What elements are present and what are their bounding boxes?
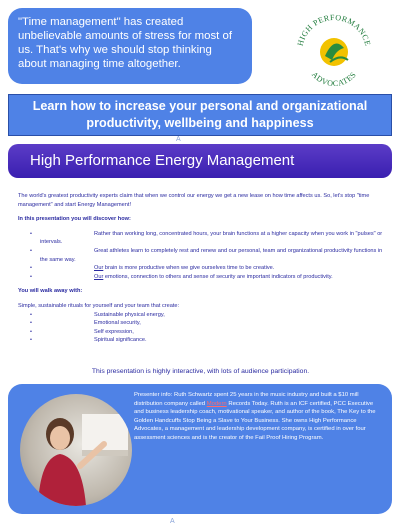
list-item: • Spiritual significance. [30,337,147,344]
svg-text:ADVOCATES: ADVOCATES [309,70,359,89]
interactive-note: This presentation is highly interactive, with lots of audience participation. [91,368,310,375]
headline-banner: Learn how to increase your personal and organizational productivity, wellbeing and happiness [8,94,392,136]
list-item: • Sustainable physical energy, [30,311,165,318]
presenter-info-box [8,384,392,514]
svg-text:HIGH PERFORMANCE: HIGH PERFORMANCE [295,12,373,47]
list-item: • Emotional security, [30,320,141,327]
presenter-photo [20,394,132,506]
fragment-letter: A [170,518,175,525]
high-performance-advocates-logo [292,6,376,94]
presenter-bio: Presenter info: Ruth Schwartz spent 25 years in the music industry and built a $10 mill distribution company called Modern Records Today. Ruth is an ICF certified, PCC Executive and business leadership coach, motivational speaker, and author of the book, The Key to the Golden Handcuffs Stop Being a Slave to Your Business. She owns High Performance Advocates, a management and leadership development company, is certified in over four assessment sciences and is the creator of the Fail Proof Hiring Program. [134,392,376,441]
quote-box: "Time management" has created unbelievable amounts of stress for most of us. That's why we should stop thinking about managing time altogether. [8,8,252,84]
intro-text: The world's greatest productivity experts claim that when we control our energy we get a new lease on how time affects us. So, let's stop "time management" and start Energy Management! [18,193,370,208]
list-item: • Great athletes learn to completely rest and renew and our personal, team and organizational productivity functions in the same way. [30,247,383,263]
walk-intro: Simple, sustainable rituals for yourself and your team that create: [18,302,180,309]
list-item: • Our emotions, connection to others and sense of security are important indicators of productivity. [30,273,333,280]
discover-heading: In this presentation you will discover how: [18,216,131,223]
list-item: • Our brain is more productive when we give ourselves time to be creative. [30,265,275,272]
list-item: • Self expression, [30,328,134,335]
fragment-letter: A [176,136,181,143]
walk-heading: You will walk away with: [18,288,83,295]
body-text [18,192,390,345]
list-item: • Rather than working long, concentrated hours, your brain functions at a higher capacity when you work in "pulses" or intervals. [30,230,383,246]
title-banner: High Performance Energy Management [8,144,392,178]
